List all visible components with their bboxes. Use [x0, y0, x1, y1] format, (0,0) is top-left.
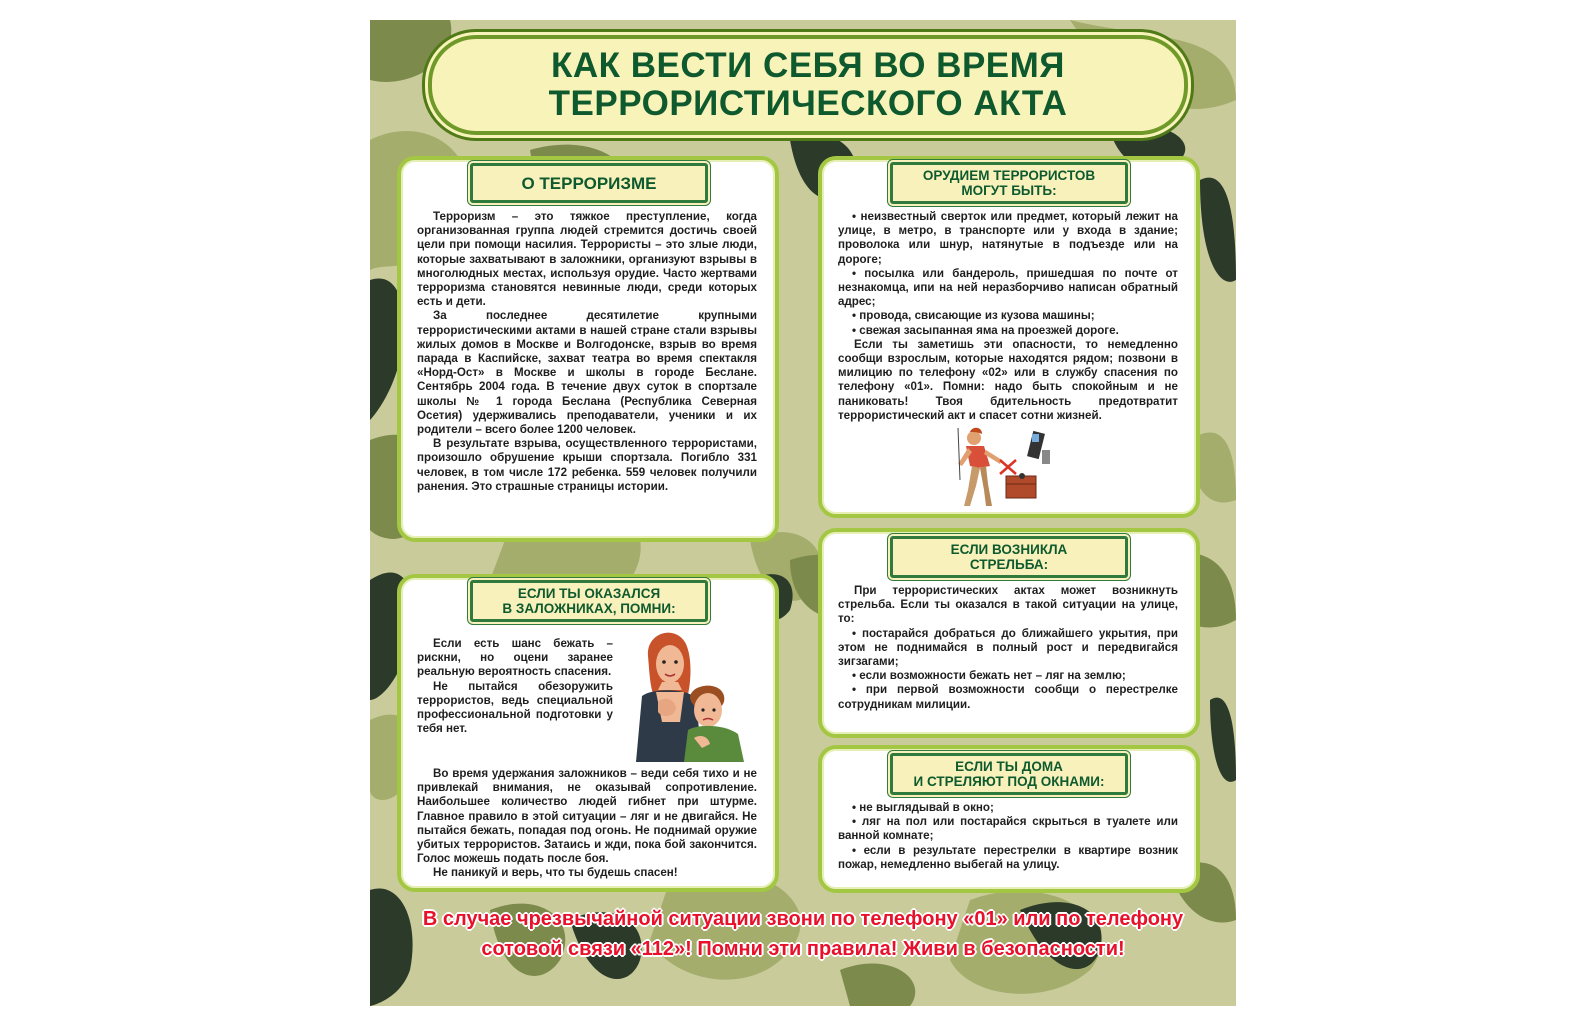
home-item-3: • если в результате перестрелки в квартире возник пожар, немедленно выбегай на улицу. — [838, 843, 1178, 871]
shooting-intro: При террористических актах может возникнуть стрельба. Если ты оказался в такой ситуации на улице, то: — [838, 584, 1178, 626]
hostage-tips — [417, 637, 613, 736]
weapons-item-4: • свежая засыпанная яма на проезжей дороге. — [852, 323, 1119, 337]
home-text — [838, 801, 1178, 872]
weapons-item-1: • неизвестный сверток или предмет, который лежит на улице, в метро, в транспорте или у входа в здание; проволока или шнур, натянутые в подъезде или на дороге; — [838, 210, 1178, 266]
home-item-2: • ляг на пол или постарайся скрыться в туалете или ванной комнате; — [838, 815, 1178, 843]
home-item-1: • не выглядывай в окно; — [852, 801, 994, 814]
hostage-title: ЕСЛИ ТЫ ОКАЗАЛСЯ В ЗАЛОЖНИКАХ, ПОМНИ: — [470, 580, 708, 622]
emergency-footer-line-2: сотовой связи «112»! Помни эти правила! Живи в безопасности! — [481, 938, 1125, 960]
about-paragraph-1: Терроризм – это тяжкое преступление, когда организованная группа людей стремится достичь своей цели при помощи насилия. Террористы – это злые люди, которые захватывают в заложники, организуют взрывы в многолюдных местах, используя орудие. Часто жертвами терроризма становятся невинные люди, среди которых есть и дети. — [417, 210, 757, 309]
poster — [370, 20, 1236, 1006]
poster-title-line-1: КАК ВЕСТИ СЕБЯ ВО ВРЕМЯ — [551, 46, 1065, 85]
shooting-text — [838, 584, 1178, 712]
weapons-note: Если ты заметишь эти опасности, то немедленно сообщи взрослым, которые находятся рядом; позвони в милицию по телефону «02» или в службу спасения по телефону «01». Помни: надо быть спокойным и не паниковать! Твоя бдительность предотвратит террористический акт и спасет сотни жизней. — [838, 337, 1178, 422]
weapons-title: ОРУДИЕМ ТЕРРОРИСТОВ МОГУТ БЫТЬ: — [890, 162, 1128, 204]
hostage-paragraph-2: Не паникуй и верь, что ты будешь спасен! — [433, 866, 678, 880]
shooting-title: ЕСЛИ ВОЗНИКЛА СТРЕЛЬБА: — [890, 536, 1128, 578]
suspicious-package-illustration — [948, 420, 1058, 510]
shooting-item-1: • постарайся добраться до ближайшего укрытия, при этом не поднимайся в полный рост и передвигайся зигзагами; — [838, 626, 1178, 669]
hostage-text — [417, 767, 757, 881]
hostage-paragraph-1: Во время удержания заложников – веди себя тихо и не привлекай внимания, не оказывай сопротивление. Наибольшее количество людей гибнет при штурме. Главное правило в этой ситуации – ляг и не двигайся. Не пытайся бежать, попадая под огонь. Не поднимай оружие убитых террористов. Затаись и жди, пока бой закончится. Голос можешь подать после боя. — [417, 767, 757, 866]
poster-title — [428, 35, 1188, 135]
about-paragraph-3: В результате взрыва, осуществленного террористами, произошло обрушение крыши спортзала. Погибло 331 человек, в том числе 172 ребенка. 559 человек получили ранения. Это страшные страницы истории. — [417, 437, 757, 493]
weapons-item-3: • провода, свисающие из кузова машины; — [852, 309, 1095, 323]
about-paragraph-2: За последнее десятилетие крупными террористическими актами в нашей стране стали взрывы жилых домов в Москве и Волгодонске, взрыв во время парада в Каспийске, захват театра во время спектакля «Норд-Ост» в Москве и школы в городе Беслане. Сентябрь 2004 года. В течение двух суток в спортзале школы № 1 города Беслана (Республика Северная Осетия) удерживались преподаватели, ученики и их родители – всего более 1200 человек. — [417, 309, 757, 437]
hostage-tip-1: Если есть шанс бежать – рискни, но оцени заранее реальную вероятность спасения. — [417, 637, 613, 679]
shooting-item-3: • при первой возможности сообщи о перестрелке сотрудникам милиции. — [838, 683, 1178, 711]
poster-title-line-2: ТЕРРОРИСТИЧЕСКОГО АКТА — [548, 84, 1068, 123]
hostage-tip-2: Не пытайся обезоружить террористов, ведь специальной профессиональной подготовки у тебя нет. — [417, 679, 613, 736]
hostages-illustration — [628, 626, 748, 762]
weapons-text — [838, 210, 1178, 423]
about-terrorism-text — [417, 210, 757, 494]
emergency-footer-line-1: В случае чрезвычайной ситуации звони по телефону «01» или по телефону — [422, 908, 1184, 930]
weapons-item-2: • посылка или бандероль, пришедшая по почте от незнакомца, ипи на ней неразборчиво написан обратный адрес; — [838, 266, 1178, 309]
home-title: ЕСЛИ ТЫ ДОМА И СТРЕЛЯЮТ ПОД ОКНАМИ: — [890, 753, 1128, 795]
shooting-item-2: • если возможности бежать нет – ляг на землю; — [852, 669, 1126, 683]
about-terrorism-title: О ТЕРРОРИЗМЕ — [470, 163, 708, 203]
